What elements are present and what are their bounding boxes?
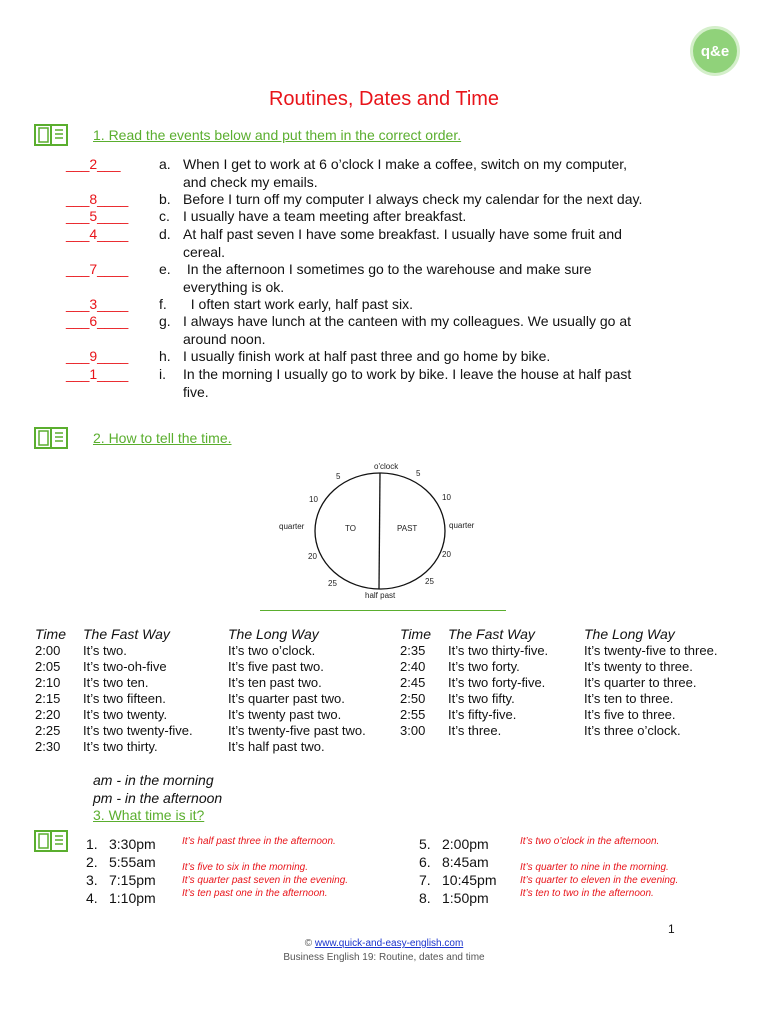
long-way-cell: It’s twenty to three. <box>584 659 693 674</box>
question-number: 1. <box>86 836 98 852</box>
long-way-cell: It’s twenty-five to three. <box>584 643 718 658</box>
event-letter: f. <box>159 296 167 312</box>
question-time: 5:55am <box>109 854 156 870</box>
label-half-past: half past <box>365 591 396 600</box>
answer-text: It’s quarter to eleven in the evening. <box>520 875 679 886</box>
event-order: ___6____ <box>66 313 129 329</box>
fast-way-cell: It’s two ten. <box>83 675 149 690</box>
long-way-cell: It’s quarter to three. <box>584 675 697 690</box>
time-cell: 2:20 <box>35 707 61 722</box>
event-text: I always have lunch at the canteen with my colleagues. We usually go at around noon. <box>183 313 631 347</box>
fast-way-cell: It’s fifty-five. <box>448 707 517 722</box>
event-letter: g. <box>159 313 171 329</box>
question-time: 3:30pm <box>109 836 156 852</box>
header-time: Time <box>35 626 66 642</box>
long-way-cell: It’s twenty past two. <box>228 707 342 722</box>
long-way-cell: It’s quarter past two. <box>228 691 345 706</box>
long-way-cell: It’s ten to three. <box>584 691 674 706</box>
fast-way-cell: It’s two-oh-five <box>83 659 167 674</box>
time-cell: 2:45 <box>400 675 426 690</box>
book-icon <box>34 427 68 449</box>
event-text: In the afternoon I sometimes go to the warehouse and make sure everything is ok. <box>183 261 592 295</box>
event-text: At half past seven I have some breakfast. I usually have some fruit and cereal. <box>183 226 622 260</box>
time-cell: 2:35 <box>400 643 426 658</box>
event-letter: h. <box>159 348 171 364</box>
label-twenty-five-right: 25 <box>425 577 434 586</box>
question-number: 3. <box>86 872 98 888</box>
header-long-way: The Long Way <box>584 626 675 642</box>
time-cell: 2:10 <box>35 675 61 690</box>
answer-text: It’s five to six in the morning. <box>182 862 308 873</box>
fast-way-cell: It’s three. <box>448 723 502 738</box>
long-way-cell: It’s ten past two. <box>228 675 322 690</box>
fast-way-cell: It’s two thirty. <box>83 739 158 754</box>
label-twenty-left: 20 <box>308 552 317 561</box>
label-oclock: o'clock <box>374 462 399 471</box>
answer-text: It’s ten past one in the afternoon. <box>182 888 328 899</box>
label-ten-left: 10 <box>309 495 318 504</box>
event-text: I usually have a team meeting after breakfast. <box>183 208 467 224</box>
time-cell: 2:55 <box>400 707 426 722</box>
question-time: 1:50pm <box>442 890 489 906</box>
event-order: ___2___ <box>66 156 121 172</box>
answer-text: It’s half past three in the afternoon. <box>182 836 336 847</box>
event-text: I usually finish work at half past three and go home by bike. <box>183 348 551 364</box>
long-way-cell: It’s half past two. <box>228 739 325 754</box>
question-number: 5. <box>419 836 431 852</box>
answer-text: It’s two o’clock in the afternoon. <box>520 836 660 847</box>
fast-way-cell: It’s two thirty-five. <box>448 643 549 658</box>
time-cell: 3:00 <box>400 723 426 738</box>
question-number: 4. <box>86 890 98 906</box>
header-time: Time <box>400 626 431 642</box>
brand-logo: q&e <box>690 26 740 76</box>
website-link[interactable]: www.quick-and-easy-english.com <box>314 938 464 949</box>
section-3-heading: 3. What time is it? <box>93 807 205 823</box>
event-letter: a. <box>159 156 171 172</box>
event-order: ___4____ <box>66 226 129 242</box>
pm-definition: pm - in the afternoon <box>93 790 223 806</box>
event-text: I often start work early, half past six. <box>183 296 414 312</box>
question-number: 2. <box>86 854 98 870</box>
divider-line <box>260 610 506 611</box>
copyright-symbol: © <box>304 938 313 949</box>
header-fast-way: The Fast Way <box>83 626 170 642</box>
fast-way-cell: It’s two fifteen. <box>83 691 166 706</box>
time-cell: 2:05 <box>35 659 61 674</box>
answer-text: It’s quarter to nine in the morning. <box>520 862 669 873</box>
fast-way-cell: It’s two forty-five. <box>448 675 546 690</box>
event-order: ___8____ <box>66 191 129 207</box>
question-number: 6. <box>419 854 431 870</box>
event-text: Before I turn off my computer I always check my calendar for the next day. <box>183 191 643 207</box>
event-order: ___9____ <box>66 348 129 364</box>
fast-way-cell: It’s two twenty-five. <box>83 723 193 738</box>
time-cell: 2:15 <box>35 691 61 706</box>
long-way-cell: It’s five past two. <box>228 659 324 674</box>
fast-way-cell: It’s two twenty. <box>83 707 168 722</box>
label-five-right: 5 <box>416 469 421 478</box>
label-quarter-left: quarter <box>279 522 305 531</box>
page-title: Routines, Dates and Time <box>268 88 500 110</box>
clock-divider <box>379 473 380 589</box>
time-cell: 2:25 <box>35 723 61 738</box>
time-cell: 2:00 <box>35 643 61 658</box>
section-1-heading: 1. Read the events below and put them in the correct order. <box>93 127 462 143</box>
question-time: 2:00pm <box>442 836 489 852</box>
event-order: ___7____ <box>66 261 129 277</box>
event-letter: c. <box>159 208 170 224</box>
header-fast-way: The Fast Way <box>448 626 535 642</box>
section-2-heading: 2. How to tell the time. <box>93 430 232 446</box>
footer-link-line <box>0 938 768 949</box>
event-order: ___1____ <box>66 366 129 382</box>
question-number: 8. <box>419 890 431 906</box>
event-order: ___3____ <box>66 296 129 312</box>
book-icon <box>34 830 68 852</box>
long-way-cell: It’s five to three. <box>584 707 676 722</box>
page-number: 1 <box>668 922 675 936</box>
fast-way-cell: It’s two. <box>83 643 127 658</box>
header-long-way: The Long Way <box>228 626 319 642</box>
question-time: 7:15pm <box>109 872 156 888</box>
label-twenty-right: 20 <box>442 550 451 559</box>
question-time: 8:45am <box>442 854 489 870</box>
label-five-left: 5 <box>336 472 341 481</box>
label-past: PAST <box>397 524 418 533</box>
event-text: In the morning I usually go to work by bike. I leave the house at half past five. <box>183 366 632 400</box>
event-letter: d. <box>159 226 171 242</box>
label-quarter-right: quarter <box>449 521 475 530</box>
footer-subtitle: Business English 19: Routine, dates and time <box>283 952 485 963</box>
long-way-cell: It’s two o’clock. <box>228 643 316 658</box>
clock-diagram <box>268 455 498 605</box>
label-ten-right: 10 <box>442 493 451 502</box>
time-cell: 2:50 <box>400 691 426 706</box>
fast-way-cell: It’s two fifty. <box>448 691 515 706</box>
event-letter: b. <box>159 191 171 207</box>
question-time: 1:10pm <box>109 890 156 906</box>
answer-text: It’s ten to two in the afternoon. <box>520 888 654 899</box>
label-to: TO <box>345 524 356 533</box>
am-definition: am - in the morning <box>93 772 214 788</box>
time-cell: 2:40 <box>400 659 426 674</box>
book-icon <box>34 124 68 146</box>
event-text: When I get to work at 6 o’clock I make a coffee, switch on my computer, and check my emails. <box>183 156 628 190</box>
answer-text: It’s quarter past seven in the evening. <box>182 875 349 886</box>
long-way-cell: It’s three o’clock. <box>584 723 681 738</box>
event-order: ___5____ <box>66 208 129 224</box>
label-twenty-five-left: 25 <box>328 579 337 588</box>
fast-way-cell: It’s two forty. <box>448 659 520 674</box>
event-letter: e. <box>159 261 171 277</box>
time-cell: 2:30 <box>35 739 61 754</box>
question-number: 7. <box>419 872 431 888</box>
question-time: 10:45pm <box>442 872 497 888</box>
event-letter: i. <box>159 366 166 382</box>
long-way-cell: It’s twenty-five past two. <box>228 723 366 738</box>
